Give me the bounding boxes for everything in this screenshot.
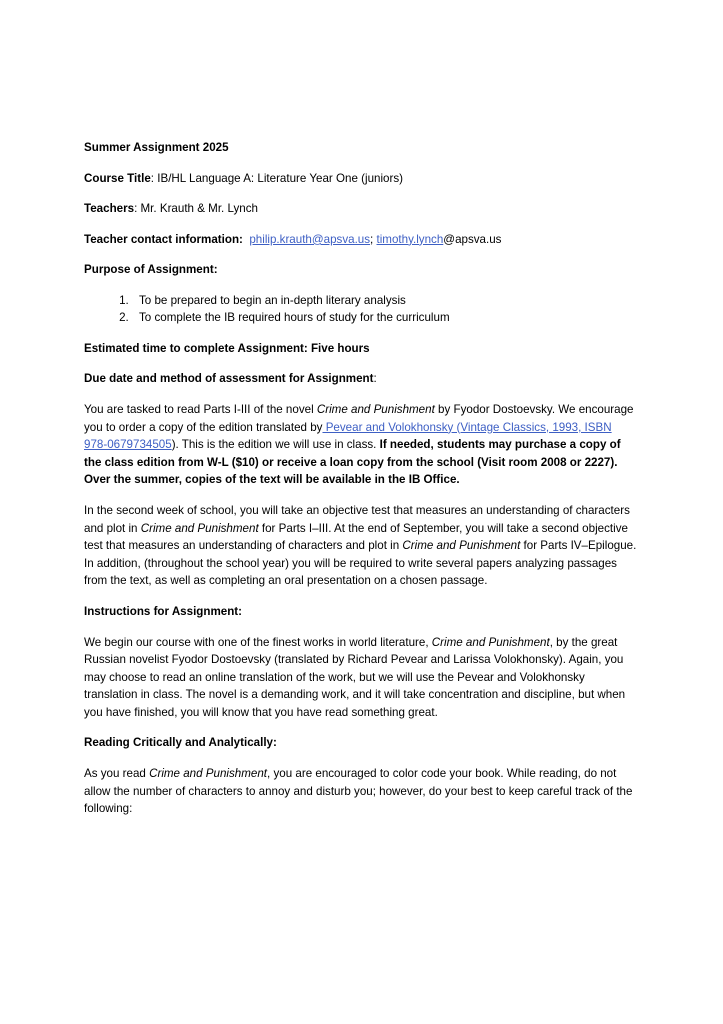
teachers-separator: : xyxy=(134,202,141,216)
purpose-heading: Purpose of Assignment: xyxy=(84,263,218,277)
instructions-text-part1: We begin our course with one of the finest works in world literature, xyxy=(84,635,432,649)
course-title-label: Course Title xyxy=(84,171,151,185)
paragraph-tasked xyxy=(84,401,638,489)
document-title: Summer Assignment 2025 xyxy=(84,141,229,154)
list-item: 2. To complete the IB required hours of study for the curriculum xyxy=(132,309,638,326)
course-title-value: IB/HL Language A: Literature Year One (juniors) xyxy=(157,171,404,185)
list-item: 1. To be prepared to begin an in-depth literary analysis xyxy=(132,292,638,309)
reading-text-part2: , you are encouraged to color code your book. While reading, do not allow the number of characters to annoy and disturb you; however, do your best to keep careful track of the following: xyxy=(84,767,633,816)
email-link-krauth[interactable]: philip.krauth@apsva.us xyxy=(249,232,371,246)
tasked-text-bold: If needed, students may purchase a copy of the class edition from W-L ($10) or receive a loan copy from the school (Visit room 2008 or 2227). Over the summer, copies of the text will be available in the IB Office. xyxy=(84,438,621,487)
tasked-text-part3: ). This is the edition we will use in class. xyxy=(171,438,380,452)
purpose-list xyxy=(84,292,638,327)
edition-link[interactable]: Pevear and Volokhonsky (Vintage Classics, 1993, ISBN 978-0679734505 xyxy=(84,420,612,452)
teacher-contact-row xyxy=(84,231,638,249)
paragraph-instructions xyxy=(84,634,638,722)
test-text-part2: for Parts I–III. At the end of September, you will take a second objective test that measures an understanding of characters and plot in xyxy=(84,521,628,553)
book-title-italic: Crime and Punishment xyxy=(402,539,521,553)
instructions-heading: Instructions for Assignment: xyxy=(84,604,243,618)
book-title-italic: Crime and Punishment xyxy=(431,635,550,649)
teachers-row xyxy=(84,200,638,218)
book-title-italic: Crime and Punishment xyxy=(140,521,259,535)
due-date-heading-label: Due date and method of assessment for Assignment xyxy=(84,372,374,386)
teacher-contact-label: Teacher contact information: xyxy=(84,232,243,246)
tasked-text-part2: by Fyodor Dostoevsky. We encourage you to order a copy of the edition translated by xyxy=(84,402,634,434)
email-separator: ; xyxy=(370,232,377,246)
reading-critically-heading: Reading Critically and Analytically: xyxy=(84,736,277,750)
due-date-heading-colon: : xyxy=(373,372,377,386)
tasked-text-part1: You are tasked to read Parts I-III of the novel xyxy=(84,402,317,416)
estimated-time-heading: Estimated time to complete Assignment: Five hours xyxy=(84,341,370,355)
test-text-part1: In the second week of school, you will take an objective test that measures an understanding of characters and plot in xyxy=(84,503,630,535)
book-title-italic: Crime and Punishment xyxy=(316,402,435,416)
teachers-label: Teachers xyxy=(84,202,135,216)
course-title-separator: : xyxy=(150,171,158,185)
course-title-row xyxy=(84,170,638,188)
instructions-text-part2: , by the great Russian novelist Fyodor Dostoevsky (translated by Richard Pevear and Larissa Volokhonsky). Again, you may choose to read an online translation of the work, but we will use the Pevear and Volokhonsky translation in class. The novel is a demanding work, and it will take concentration and discipline, but when you have finished, you will know that you have read something great. xyxy=(84,635,626,719)
paragraph-reading-critically xyxy=(84,765,638,818)
email-lynch-domain: @apsva.us xyxy=(443,232,502,246)
test-text-part3: for Parts IV–Epilogue. In addition, (throughout the school year) you will be required to write several papers analyzing passages from the text, as well as completing an oral presentation on a chosen passage. xyxy=(84,539,637,588)
due-date-heading xyxy=(84,370,638,388)
reading-text-part1: As you read xyxy=(84,767,150,781)
teachers-value: Mr. Krauth & Mr. Lynch xyxy=(140,202,258,216)
paragraph-test xyxy=(84,502,638,590)
document-body xyxy=(84,139,638,831)
email-link-lynch[interactable]: timothy.lynch xyxy=(376,232,444,246)
book-title-italic: Crime and Punishment xyxy=(149,767,268,781)
